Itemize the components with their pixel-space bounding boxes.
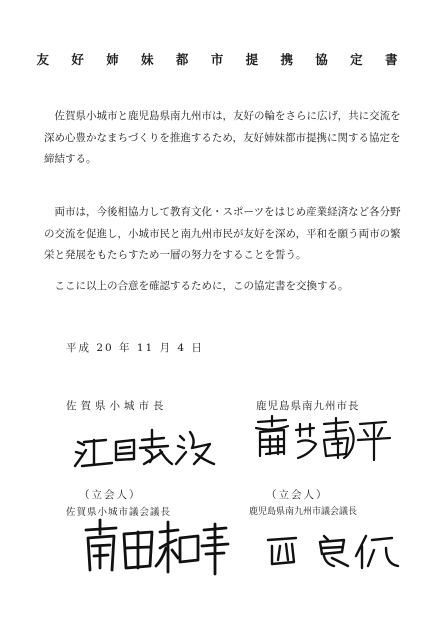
agreement-date: 平成 20 年 11 月 4 日: [66, 342, 204, 354]
left-council-signature: [80, 518, 230, 576]
right-mayor-signature: [252, 414, 392, 462]
right-council-title: 鹿児島県南九州市議会議長: [249, 507, 358, 517]
left-witness-label: （立会人）: [79, 489, 142, 501]
left-mayor-signature: [72, 420, 222, 470]
left-mayor-title: 佐賀県小城市長: [66, 400, 168, 412]
right-witness-label: （立会人）: [266, 489, 329, 501]
right-mayor-title: 鹿児島県南九州市長: [256, 400, 360, 412]
document-title: 友 好 姉 妹 都 市 提 携 協 定 書: [36, 52, 407, 67]
paragraph-purpose: 佐賀県小城市と鹿児島県南九州市は，友好の輪をさらに広げ，共に交流を深め心豊かなまちづくりを推進するため，友好姉妹都市提携に関する協定を締結する。: [44, 110, 401, 165]
paragraph-exchange: ここに以上の合意を確認するために，この協定書を交換する。: [44, 280, 349, 292]
right-council-signature: [262, 530, 402, 570]
paragraph-pledge: 両市は，今後相協力して教育文化・スポーツをはじめ産業経済など各分野の交流を促進し，小城市民と南九州市民が友好を深め，平和を願う両市の繁栄と発展をもたらすため一層の努力をすることを誓う。: [44, 206, 401, 261]
left-council-title: 佐賀県小城市議会議長: [66, 507, 172, 518]
